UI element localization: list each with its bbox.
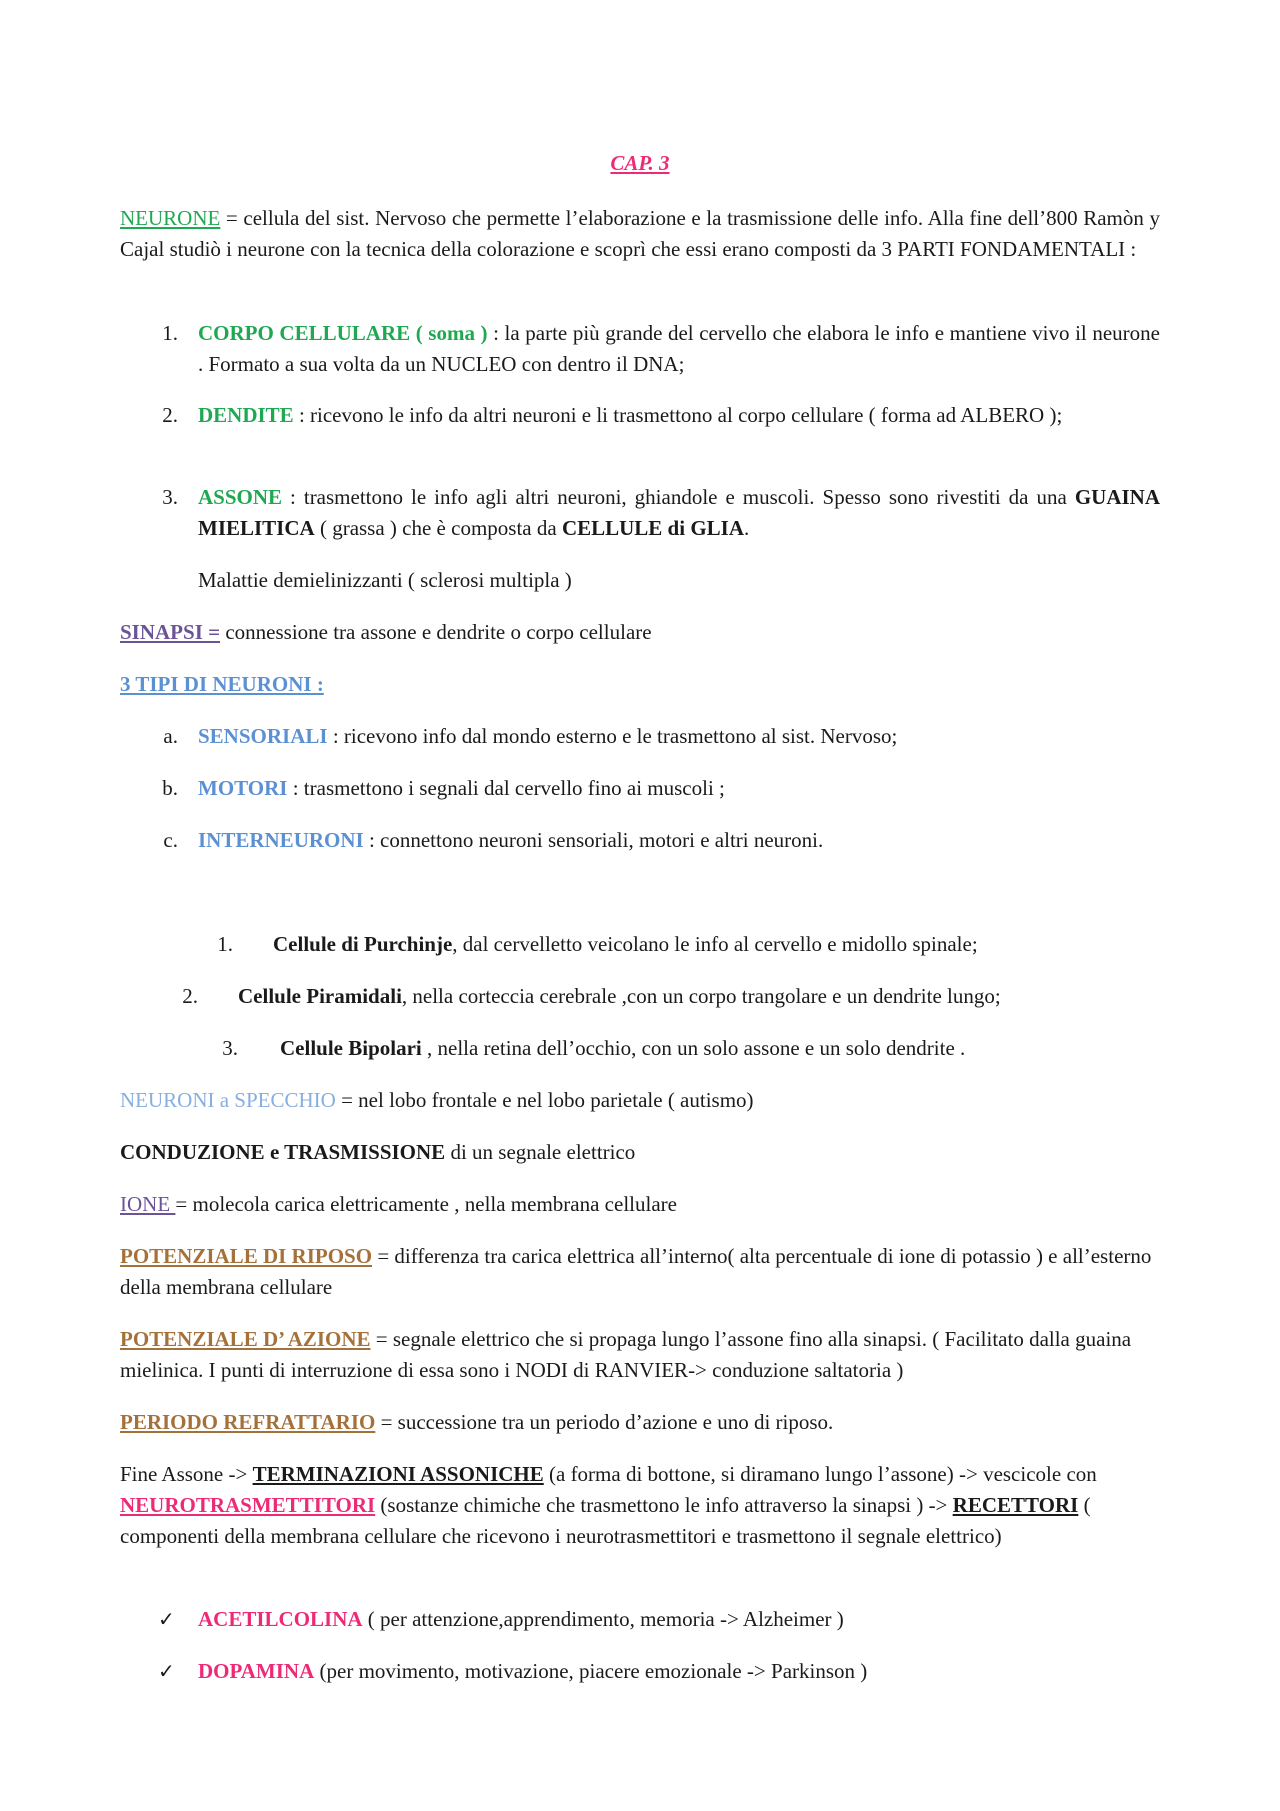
part-number: 3. xyxy=(162,485,178,509)
tipo-term: INTERNEURONI xyxy=(198,828,364,852)
check-icon: ✓ xyxy=(158,1659,175,1683)
check-icon: ✓ xyxy=(158,1607,175,1631)
glia-term: CELLULE di GLIA xyxy=(561,516,744,540)
part-item xyxy=(198,482,1160,544)
azione-term: POTENZIALE D’ AZIONE xyxy=(120,1327,371,1351)
fine-text: Fine Assone -> xyxy=(120,1462,253,1486)
cellula-term: Cellule Piramidali xyxy=(238,984,402,1008)
conduzione-term: CONDUZIONE xyxy=(120,1140,265,1164)
malattie-note: Malattie demielinizzanti ( sclerosi multipla ) xyxy=(198,568,572,592)
conduzione-paragraph xyxy=(120,1137,1160,1168)
part-term: ASSONE xyxy=(198,485,283,509)
tipo-term: MOTORI xyxy=(198,776,288,800)
part-number: 2. xyxy=(162,403,178,427)
cellula-number: 1. xyxy=(217,932,233,956)
part-text: : trasmettono le info agli altri neuroni, ghiandole e muscoli. Spesso sono rivestiti da una xyxy=(282,485,1075,509)
part-term: DENDITE xyxy=(198,403,294,427)
neurotrasmettitore-text: ( per attenzione,apprendimento, memoria -> Alzheimer ) xyxy=(362,1607,844,1631)
fine-text: ( componenti della membrana cellulare che ricevono i neurotrasmettitori e trasmettono il segnale elettrico) xyxy=(120,1493,1091,1548)
neurone-definition: = cellula del sist. Nervoso che permette l’elaborazione e la trasmissione delle info. Alla fine dell’800 Ramòn y Cajal studiò i neurone con la tecnica della colorazione e scoprì che essi erano composti da 3 PARTI FONDAMENTALI : xyxy=(120,206,1160,261)
tipo-text: : connettono neuroni sensoriali, motori e altri neuroni. xyxy=(363,828,824,852)
cellula-text: , dal cervelletto veicolano le info al cervello e midollo spinale; xyxy=(452,932,978,956)
tipo-text: : ricevono info dal mondo esterno e le trasmettono al sist. Nervoso; xyxy=(327,724,898,748)
sinapsi-paragraph xyxy=(120,617,1160,648)
neurotrasmettitore-item xyxy=(198,1604,1160,1635)
refrattario-text: = successione tra un periodo d’azione e uno di riposo. xyxy=(375,1410,834,1434)
cellula-text: , nella corteccia cerebrale ,con un corpo trangolare e un dendrite lungo; xyxy=(401,984,1001,1008)
terminazioni-term: TERMINAZIONI ASSONICHE xyxy=(252,1462,544,1486)
tipo-item xyxy=(198,721,1160,752)
cellula-text: , nella retina dell’occhio, con un solo assone e un solo dendrite . xyxy=(421,1036,966,1060)
tipo-term: SENSORIALI xyxy=(198,724,328,748)
part-text: ( grassa ) che è composta da xyxy=(314,516,562,540)
ione-text: = molecola carica elettricamente , nella membrana cellulare xyxy=(175,1192,677,1216)
fine-text: (sostanze chimiche che trasmettono le info attraverso la sinapsi ) -> xyxy=(375,1493,953,1517)
refrattario-term: PERIODO REFRATTARIO xyxy=(120,1410,376,1434)
part-text: : ricevono le info da altri neuroni e li trasmettono al corpo cellulare ( forma ad ALBERO ); xyxy=(293,403,1063,427)
cellula-item xyxy=(280,1033,1150,1064)
fine-assone-paragraph xyxy=(120,1459,1160,1552)
part-text: : la parte più grande del cervello che elabora le info e mantiene vivo il neurone . Formato a sua volta da un NUCLEO con dentro il DNA; xyxy=(198,321,1160,376)
riposo-term: POTENZIALE DI RIPOSO xyxy=(120,1244,373,1268)
recettori-term: RECETTORI xyxy=(952,1493,1079,1517)
specchio-text: = nel lobo frontale e nel lobo parietale ( autismo) xyxy=(335,1088,754,1112)
tipo-item xyxy=(198,773,1160,804)
cellula-number: 2. xyxy=(182,984,198,1008)
sinapsi-term: SINAPSI = xyxy=(120,620,221,644)
part-text-end: . xyxy=(744,516,750,540)
part-item xyxy=(198,400,1160,431)
specchio-paragraph xyxy=(120,1085,1160,1116)
conduzione-mid: e xyxy=(264,1140,285,1164)
conduzione-text: di un segnale elettrico xyxy=(445,1140,636,1164)
riposo-text: = differenza tra carica elettrica all’interno( alta percentuale di ione di potassio ) e all’esterno della membrana cellulare xyxy=(120,1244,1152,1299)
intro-paragraph xyxy=(120,203,1160,265)
tipi-heading: 3 TIPI DI NEURONI : xyxy=(120,672,324,696)
tipo-text: : trasmettono i segnali dal cervello fino ai muscoli ; xyxy=(287,776,725,800)
guaina-term: GUAINA MIELITICA xyxy=(198,485,1160,540)
neurotrasmettitore-text: (per movimento, motivazione, piacere emozionale -> Parkinson ) xyxy=(314,1659,868,1683)
azione-text: = segnale elettrico che si propaga lungo l’assone fino alla sinapsi. ( Facilitato dalla guaina mielinica. I punti di interruzione di essa sono i NODI di RANVIER-> conduzione saltatoria ) xyxy=(120,1327,1132,1382)
part-item xyxy=(198,318,1160,380)
trasmissione-term: TRASMISSIONE xyxy=(284,1140,446,1164)
cellula-item xyxy=(238,981,1158,1012)
tipo-item xyxy=(198,825,1160,856)
tipo-letter: b. xyxy=(162,776,178,800)
neurotrasmettitore-term: DOPAMINA xyxy=(198,1659,315,1683)
cellula-number: 3. xyxy=(222,1036,238,1060)
neurone-term: NEURONE xyxy=(120,206,221,230)
riposo-paragraph xyxy=(120,1241,1160,1303)
neurotrasmettitori-term: NEUROTRASMETTITORI xyxy=(120,1493,376,1517)
sinapsi-definition: connessione tra assone e dendrite o corpo cellulare xyxy=(220,620,652,644)
azione-paragraph xyxy=(120,1324,1160,1386)
chapter-title: CAP. 3 xyxy=(610,151,670,175)
part-term: CORPO CELLULARE ( soma ) xyxy=(198,321,488,345)
cellula-term: Cellule Bipolari xyxy=(280,1036,422,1060)
tipo-letter: c. xyxy=(163,828,178,852)
cellula-term: Cellule di Purchinje xyxy=(273,932,453,956)
fine-text: (a forma di bottone, si diramano lungo l’assone) -> vescicole con xyxy=(543,1462,1097,1486)
neurotrasmettitore-item xyxy=(198,1656,1160,1687)
specchio-term: NEURONI a SPECCHIO xyxy=(120,1088,336,1112)
neurotrasmettitore-term: ACETILCOLINA xyxy=(198,1607,363,1631)
ione-term: IONE xyxy=(120,1192,176,1216)
part-number: 1. xyxy=(162,321,178,345)
cellula-item xyxy=(273,929,1153,960)
refrattario-paragraph xyxy=(120,1407,1160,1438)
tipo-letter: a. xyxy=(163,724,178,748)
ione-paragraph xyxy=(120,1189,1160,1220)
